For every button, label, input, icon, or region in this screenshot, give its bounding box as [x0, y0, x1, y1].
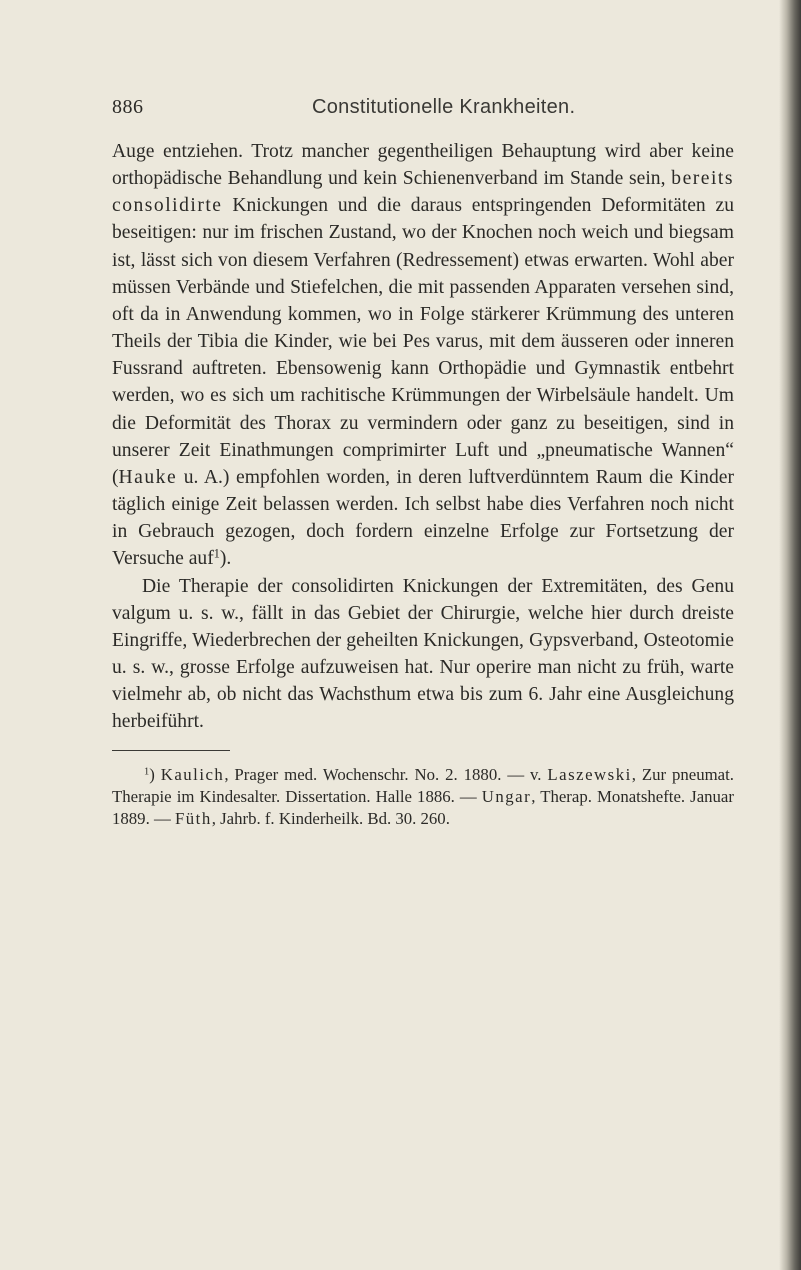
page-header — [112, 96, 732, 126]
page-number: 886 — [112, 96, 144, 118]
footnote-marker: 1 — [144, 766, 150, 778]
footnote-text-b: , Prager med. Wochenschr. No. 2. 1880. — v. — [224, 765, 548, 784]
page-edge-shadow — [779, 0, 801, 1270]
paragraph-1-emphasis: bereits consolidirte — [112, 168, 734, 217]
running-head: Constitutionelle Krankheiten. — [312, 96, 576, 118]
paragraph-1-text-c: Knickungen und die daraus entspringenden Deformitäten zu beseitigen: nur im frischen Zustand, wo der Knochen noch weich und biegsam ist, lässt sich von diesem Verfahren (Redressement) etwas erwarten. Wohl aber müssen Verbände und Stiefelchen, die mit passenden Apparaten versehen sind, oft da in Anwendung kommen, wo in Folge stärkerer Krümmung des unteren Theils der Tibia die Kinder, wie bei Pes varus, mit dem äusseren oder inneren Fussrand auftreten. Ebensowenig kann Orthopädie und Gymnastik entbehrt werden, wo es sich um rachitische Krümmungen der Wirbelsäule handelt. Um die Deformität des Thorax zu vermindern oder ganz zu beseitigen, sind in unserer Zeit Einathmungen comprimirter Luft und „pneumatische Wannen“ ( — [112, 195, 734, 488]
paragraph-1-text-e: u. A.) empfohlen worden, in deren luftverdünntem Raum die Kinder täglich einige Zeit belassen werden. Ich selbst habe dies Verfahren noch nicht in Gebrauch gezogen, doch fordern einzelne Erfolge zur Fortsetzung der Versuche auf — [112, 466, 734, 570]
paragraph-1-text-a: Auge entziehen. Trotz mancher gegentheiligen Behauptung wird aber keine orthopädische Behandlung und kein Schienenverband im Stande sein, — [112, 141, 734, 190]
footnote-text-c: , Zur pneumat. Therapie im Kindesalter. Dissertation. Halle 1886. — — [112, 765, 734, 806]
footnote-author-4: Füth — [174, 809, 212, 828]
footnote-divider — [112, 750, 230, 751]
paragraph-1 — [112, 138, 734, 573]
footnotes — [112, 764, 734, 830]
paragraph-1-text-f: ). — [219, 548, 232, 570]
footnote-author-3: Ungar — [481, 787, 532, 806]
footnote-author-1: Kaulich — [160, 765, 225, 784]
footnote-text-e: , Jahrb. f. Kinderheilk. Bd. 30. 260. — [211, 809, 450, 828]
paragraph-2: Die Therapie der consolidirten Knickungen der Extremitäten, des Genu valgum u. s. w., fällt in das Gebiet der Chirurgie, welche hier durch dreiste Eingriffe, Wiederbrechen der geheilten Knickungen, Gypsverband, Osteotomie u. s. w., grosse Erfolge aufzuweisen hat. Nur operire man nicht zu früh, warte vielmehr ab, ob nicht das Wachsthum etwa bis zum 6. Jahr eine Ausgleichung herbeiführt. — [112, 575, 734, 733]
footnote-ref: 1 — [213, 546, 220, 561]
body-text — [112, 138, 734, 735]
footnote-1 — [112, 764, 734, 830]
author-hauke: Hauke — [118, 466, 178, 488]
footnote-text-a: ) — [149, 765, 161, 784]
footnote-author-2: Laszewski — [547, 765, 632, 784]
footnote-text-d: , Therap. Monatshefte. Januar 1889. — — [112, 787, 734, 828]
